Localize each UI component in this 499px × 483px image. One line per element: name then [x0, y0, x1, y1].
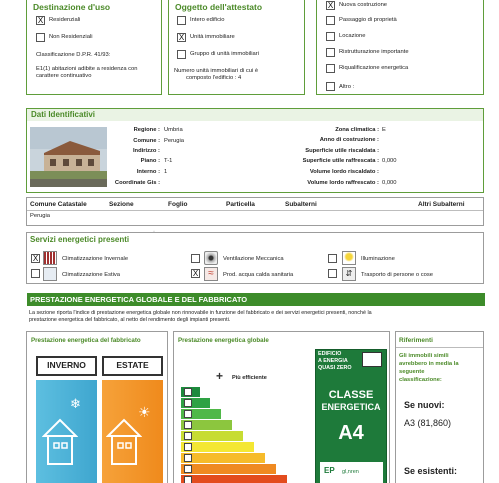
riferimenti-text-1: Gli immobili simili — [399, 353, 449, 359]
fan-icon — [204, 251, 218, 265]
air-conditioner-icon — [43, 267, 57, 281]
residenziali-label: Residenziali — [49, 17, 81, 23]
nuovi-value: A3 (81,860) — [404, 418, 452, 428]
nzeb-label-3: QUASI ZERO — [318, 365, 352, 371]
energy-checkbox-b[interactable] — [184, 432, 192, 440]
inverno-label: INVERNO — [47, 360, 86, 370]
sup-raffrescata-key: Superficie utile raffrescata : — [302, 158, 379, 164]
plus-icon: + — [216, 369, 224, 383]
prestazione-desc-1: La sezione riporta l'indice di prestazione energetica globale non rinnovabile in funzione del fabbricato e dei servizi energetici presenti, nonché la — [29, 310, 372, 316]
clima-estiva-checkbox[interactable] — [31, 269, 40, 278]
riferimenti-divider — [396, 347, 483, 348]
classe-label-2: ENERGETICA — [321, 402, 381, 412]
energy-checkbox-d[interactable] — [184, 454, 192, 462]
house-summer-icon — [106, 416, 142, 466]
energy-checkbox-a3[interactable] — [184, 399, 192, 407]
catasto-header-foglio: Foglio — [168, 201, 188, 208]
numero-unita-2: composto l'edificio : 4 — [186, 75, 242, 81]
catasto-table — [26, 197, 484, 226]
classe-label-1: CLASSE — [328, 389, 374, 401]
catasto-row-divider — [27, 210, 483, 211]
ristrutturazione-label: Ristrutturazione importante — [339, 49, 409, 55]
ristrutturazione-checkbox[interactable] — [326, 48, 335, 57]
nuova-costruzione-label: Nuova costruzione — [339, 2, 388, 8]
energy-checkbox-c[interactable] — [184, 443, 192, 451]
non-residenziali-label: Non Residenziali — [49, 34, 93, 40]
lightbulb-icon — [342, 251, 356, 265]
energy-checkbox-e[interactable] — [184, 465, 192, 473]
indirizzo-key: Indirizzo : — [132, 148, 160, 154]
destinazione-panel — [26, 0, 162, 95]
ventilazione-checkbox[interactable] — [191, 254, 200, 263]
intero-edificio-label: Intero edificio — [190, 17, 225, 23]
nzeb-label-2: A ENERGIA — [318, 358, 348, 364]
catasto-header-comune: Comune Catastale — [30, 201, 87, 208]
locazione-label: Locazione — [339, 33, 366, 39]
catasto-header-sezione: Sezione — [109, 201, 134, 208]
altro-label: Altro : — [339, 84, 355, 90]
catasto-header-altri-subalterni: Altri Subalterni — [418, 201, 465, 208]
catasto-cell-comune: Perugia — [30, 213, 50, 219]
oggetto-title: Oggetto dell'attestato — [175, 2, 263, 12]
energy-checkbox-f[interactable] — [184, 476, 192, 483]
classificazione-value-2: carattere continuativo — [36, 73, 92, 79]
catasto-header-subalterni: Subalterni — [285, 201, 317, 208]
energy-checkbox-a2[interactable] — [184, 410, 192, 418]
classe-value: A4 — [338, 422, 364, 444]
riferimenti-text-3: seguente — [399, 369, 425, 375]
energy-bar-e — [181, 464, 276, 474]
nzeb-checkbox[interactable] — [362, 352, 382, 367]
ep-subscript: gl,nren — [342, 469, 359, 475]
nuova-costruzione-checkbox[interactable]: X — [327, 1, 334, 10]
ep-label: EP — [324, 466, 335, 475]
vol-riscaldato-key: Volume lordo riscaldato : — [309, 169, 379, 175]
hot-water-icon: ≈ — [204, 267, 218, 281]
acqua-calda-label: Prod. acqua calda sanitaria — [223, 272, 294, 278]
elevator-icon: ⇵ — [342, 267, 356, 281]
gruppo-unita-label: Gruppo di unità immobiliari — [190, 51, 259, 57]
servizi-title: Servizi energetici presenti — [30, 235, 130, 244]
dati-title: Dati Identificativi — [31, 110, 96, 119]
regione-value: Umbria — [164, 127, 183, 133]
fabbricato-title: Prestazione energetica del fabbricato — [31, 337, 141, 344]
non-residenziali-checkbox[interactable] — [36, 33, 45, 42]
illuminazione-checkbox[interactable] — [328, 254, 337, 263]
locazione-checkbox[interactable] — [326, 32, 335, 41]
riferimenti-text-4: classificazione: — [399, 377, 442, 383]
radiator-icon — [43, 251, 57, 265]
sun-icon: ☀ — [138, 404, 151, 420]
piu-efficiente-label: Più efficiente — [232, 375, 267, 381]
nzeb-label-1: EDIFICIO — [318, 351, 342, 357]
clima-invernale-label: Climatizzazione Invernale — [62, 256, 129, 262]
prestazione-desc-2: prestazione energetica del fabbricato, al netto del rendimento degli impianti presenti. — [29, 317, 231, 323]
building-photo — [30, 127, 107, 187]
passaggio-proprieta-checkbox[interactable] — [326, 16, 335, 25]
motivo-panel — [316, 0, 484, 95]
illuminazione-label: Illuminazione — [361, 256, 395, 262]
riferimenti-text-2: avrebbero in media la — [399, 361, 459, 367]
riqualificazione-checkbox[interactable] — [326, 64, 335, 73]
esistenti-label: Se esistenti: — [404, 466, 458, 476]
nuovi-label: Se nuovi: — [404, 400, 445, 410]
estate-label: ESTATE — [116, 360, 149, 370]
vol-raffrescato-key: Volume lordo raffrescato : — [307, 180, 379, 186]
regione-key: Regione : — [133, 127, 160, 133]
trasporto-checkbox[interactable] — [328, 269, 337, 278]
clima-invernale-checkbox[interactable]: X — [32, 254, 39, 263]
passaggio-proprieta-label: Passaggio di proprietà — [339, 17, 397, 23]
prestazione-title-bar: PRESTAZIONE ENERGETICA GLOBALE E DEL FABBRICATO — [27, 293, 485, 306]
riqualificazione-label: Riqualificazione energetica — [339, 65, 409, 71]
trasporto-label: Trasporto di persone o cose — [361, 272, 433, 278]
energy-bar-d — [181, 453, 265, 463]
piano-key: Piano : — [140, 158, 160, 164]
residenziali-checkbox[interactable]: X — [37, 16, 44, 25]
globale-title: Prestazione energetica globale — [178, 337, 269, 344]
ventilazione-label: Ventilazione Meccanica — [223, 256, 284, 262]
dati-title-bar — [27, 109, 483, 121]
interno-key: Interno : — [136, 169, 160, 175]
unita-immobiliare-checkbox[interactable]: X — [178, 33, 185, 42]
destinazione-title: Destinazione d'uso — [33, 2, 111, 12]
clima-estiva-label: Climatizzazione Estiva — [62, 272, 120, 278]
classificazione-label: Classificazione D.P.R. 41/93: — [36, 52, 111, 58]
altro-checkbox[interactable] — [326, 82, 335, 91]
zona-climatica-key: Zona climatica : — [335, 127, 379, 133]
intero-edificio-checkbox[interactable] — [177, 16, 186, 25]
vol-raffrescato-value: 0,000 — [382, 180, 397, 186]
energy-checkbox-a1[interactable] — [184, 421, 192, 429]
classificazione-value-1: E1(1) abitazioni adibite a residenza con — [36, 66, 138, 72]
energy-checkbox-a4[interactable] — [184, 388, 192, 396]
anno-costruzione-key: Anno di costruzione : — [319, 137, 379, 143]
energy-bar-f — [181, 475, 287, 483]
acqua-calda-checkbox[interactable]: X — [192, 269, 199, 278]
house-winter-icon — [42, 416, 78, 466]
comune-key: Comune : — [133, 138, 160, 144]
sup-riscaldata-key: Superficie utile riscaldata : — [305, 148, 379, 154]
interno-value: 1 — [164, 169, 168, 175]
gruppo-unita-checkbox[interactable] — [177, 50, 186, 59]
catasto-header-particella: Particella — [226, 201, 255, 208]
unita-immobiliare-label: Unità immobiliare — [190, 34, 235, 40]
riferimenti-title: Riferimenti — [399, 337, 433, 344]
snowflake-icon: ❄ — [70, 396, 81, 411]
piano-value: T-1 — [164, 158, 173, 164]
numero-unita-1: Numero unità immobiliari di cui è — [174, 68, 259, 74]
coordinate-key: Coordinate Gis : — [114, 180, 160, 186]
zona-climatica-value: E — [382, 127, 386, 133]
comune-value: Perugia — [164, 138, 184, 144]
sup-raffrescata-value: 0,000 — [382, 158, 397, 164]
